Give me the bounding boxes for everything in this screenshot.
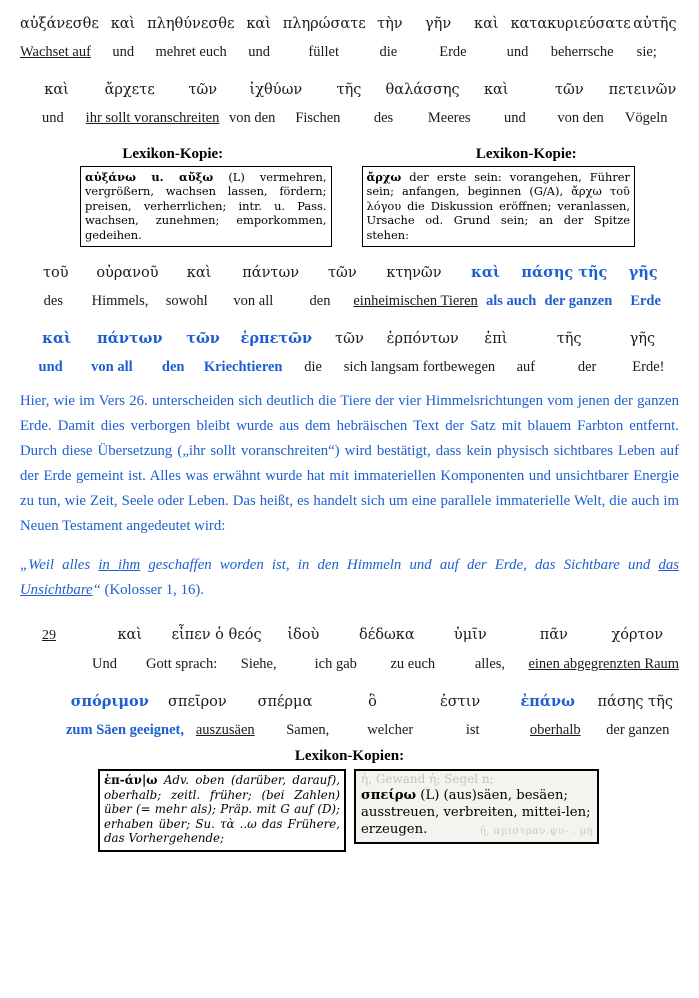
greek-word: πάσης τῆς: [521, 264, 608, 282]
greek-word: πληθύνεσθε: [147, 16, 235, 32]
german-word: von den: [229, 110, 276, 126]
greek-word: καὶ: [44, 82, 69, 98]
lexikon-headings-row: [20, 140, 679, 166]
greek-word: καὶ: [117, 627, 143, 644]
interlinear-row-german: [20, 720, 679, 740]
greek-word: γῆς: [628, 264, 658, 282]
interlinear-row-greek: [20, 329, 679, 349]
bible-quote: [20, 553, 679, 603]
lexikon-kopien-label: Lexikon-Kopien:: [294, 748, 405, 765]
greek-word: αὐτῆς: [633, 16, 677, 32]
lexicon-headword: σπείρω: [361, 788, 417, 804]
lexicon-headword: ἄρχω: [366, 170, 402, 184]
greek-word: καὶ: [474, 16, 499, 32]
german-word: Und: [92, 656, 118, 673]
greek-word: θαλάσσης: [385, 82, 460, 98]
greek-word: ἄρχετε: [104, 82, 155, 98]
german-word: sowohl: [165, 293, 208, 310]
greek-word: τῶν: [186, 330, 220, 348]
lexikon-boxes-bottom: [20, 769, 679, 852]
greek-word: τῶν: [554, 82, 584, 98]
greek-word: ὑμῖν: [453, 627, 487, 644]
quote-reference: (Kolosser 1, 16).: [104, 582, 204, 599]
german-word: Wachset auf: [20, 44, 91, 60]
german-word: Erde: [630, 293, 661, 310]
quote-part-2: geschaffen worden ist, in den Himmeln und auf der Erde, das Sichtbare und: [140, 557, 659, 574]
german-word: des: [43, 293, 63, 310]
german-word: einen abgegrenzten Raum: [528, 656, 680, 673]
greek-word: καὶ: [110, 16, 136, 32]
german-word: die: [379, 44, 398, 60]
lexicon-entry-epano: [98, 769, 346, 852]
german-word: welcher: [367, 722, 414, 739]
quote-part-1: „Weil alles: [20, 557, 99, 574]
greek-word: ἰδοὺ: [287, 627, 320, 644]
greek-word: δέδωκα: [358, 627, 415, 644]
german-word: der ganzen: [606, 722, 670, 739]
greek-word: ἐστιν: [440, 694, 481, 711]
lexicon-body: Adv. oben (darüber, darauf), oberhalb; zeitl. früher; (bei Zahlen) über (= mehr als); Präp. mit G auf (D); erhaben über; Su. τὰ ..ω das Frühere, das Vorhergehende;: [104, 773, 340, 846]
greek-word: χόρτον: [611, 627, 664, 644]
greek-word: γῆν: [425, 16, 452, 32]
verse-number: 29: [42, 628, 56, 644]
document-page: [0, 14, 699, 998]
greek-word: πετεινῶν: [608, 82, 677, 98]
german-word: sich langsam fortbewegen: [343, 359, 496, 376]
german-word: und: [248, 44, 270, 60]
german-word: oberhalb: [529, 722, 581, 739]
quote-das: das: [658, 557, 679, 574]
german-word: der: [577, 359, 597, 376]
german-word: einheimischen Tieren: [353, 293, 478, 310]
greek-word: ἐπὶ: [484, 331, 508, 348]
greek-word: τῶν: [327, 265, 357, 282]
german-word: ist: [465, 722, 480, 739]
german-word: und: [112, 44, 135, 60]
commentary-paragraph: Hier, wie im Vers 26. unterscheiden sich deutlich die Tiere der vier Himmelsrichtungen vom jenen der ganzen Erde. Damit dies verborgen bleibt wurde aus dem hebräischen Text der Satz mit blauem Farbton entfernt. Durch diese Übersetzung („ihr sollt voranschreiten“) wird bestätigt, dass kein physisch sichtbares Leben auf der Erde gemeint ist. Alles was erwähnt wurde hat mit immateriellen Komponenten und unsichtbarer Energie zu tun, wie Zeit, Seele oder Leben. Das heißt, es handelt sich um eine parallele immaterielle Welt, die auch im Neuen Testament angedeutet wird:: [20, 393, 679, 535]
lexicon-entry-speiro: [354, 769, 599, 844]
greek-word: καὶ: [42, 330, 72, 348]
german-word: die: [304, 359, 322, 376]
german-word: sie;: [636, 44, 657, 60]
quote-unsichtbare: Unsichtbare: [20, 582, 93, 599]
greek-word: τοῦ: [43, 265, 69, 282]
greek-word: τῆς: [336, 82, 362, 98]
german-word: Samen,: [286, 722, 330, 739]
german-word: des: [373, 110, 394, 126]
interlinear-block-3: [0, 625, 699, 740]
greek-word: ἰχθύων: [249, 82, 303, 98]
german-word: und: [506, 44, 529, 60]
interlinear-row-german: [20, 654, 679, 674]
scan-artifact-top-text: ἡ, Gewand ἡ; Segel n;: [361, 773, 494, 787]
lexikon-kopie-label: Lexikon-Kopie:: [475, 146, 577, 162]
interlinear-row-german: [20, 108, 679, 128]
scan-artifact-bottom-text: ἡ, αμιστραν.ψυ- . μη: [479, 826, 593, 838]
greek-word: τὴν: [377, 16, 403, 32]
greek-word: τῶν: [188, 82, 218, 98]
lexicon-entry-auxano: [80, 166, 332, 247]
german-word: alles,: [474, 656, 506, 673]
greek-word: ἑρπόντων: [386, 331, 459, 348]
interlinear-row-german: [20, 42, 679, 62]
greek-word: εἶπεν ὁ θεός: [171, 627, 262, 644]
greek-word: καὶ: [471, 264, 501, 282]
greek-word: σπόριμον: [70, 693, 149, 711]
german-word: auf: [516, 359, 536, 376]
interlinear-row-greek: [20, 692, 679, 712]
german-word: und: [41, 110, 64, 126]
greek-word: οὐρανοῦ: [96, 265, 159, 282]
greek-word: καὶ: [246, 16, 271, 32]
german-word: von all: [233, 293, 274, 310]
greek-word: πάσης τῆς: [597, 694, 673, 711]
german-word: und: [38, 359, 63, 376]
german-word: Fischen: [295, 110, 341, 126]
lexicon-body: der erste sein: vorangehen, Führer sein; anfangen, beginnen (G/A), ἄρχω τοῦ λόγου die Diskussion eröffnen; veranlassen, Ursache od. Grund sein; an der Spitze stehen:: [366, 170, 630, 242]
german-word: der ganzen: [544, 293, 613, 310]
interlinear-row-greek: [20, 625, 679, 646]
greek-word: πάντων: [242, 265, 300, 282]
german-word: als auch: [485, 293, 537, 310]
lexikon-kopie-label: Lexikon-Kopie:: [122, 146, 224, 162]
greek-word: αὐξάνεσθε: [20, 16, 99, 32]
interlinear-block-2: [0, 263, 699, 377]
german-word: zum Säen geeignet,: [66, 722, 184, 739]
greek-word: πάντων: [97, 330, 163, 348]
quote-part-3: “: [92, 582, 105, 599]
greek-word: γῆς: [629, 331, 656, 348]
lexikon-boxes-top: [20, 166, 679, 247]
lexicon-headword: ἐπ-άν|ω: [104, 773, 158, 788]
greek-word: κτηνῶν: [386, 265, 442, 282]
german-word: Kriechtieren: [203, 359, 283, 376]
german-word: von all: [91, 359, 133, 376]
german-word: Vögeln: [624, 110, 668, 126]
german-word: beherrsche: [550, 44, 614, 60]
lexicon-entry-archo: [362, 166, 636, 247]
german-word: Gott sprach:: [145, 656, 218, 673]
german-word: ihr sollt voranschreiten: [85, 110, 220, 126]
interlinear-row-german: [20, 357, 679, 377]
lexicon-body: (L) vermehren, vergrößern, wachsen lassen, fördern; preisen, verherrlichen; intr. u. Pass. wachsen, zunehmen; emporkommen, gedeihen.: [85, 170, 327, 242]
german-word: Siehe,: [240, 656, 277, 673]
interlinear-row-greek: [20, 263, 679, 283]
german-word: ich gab: [314, 656, 357, 673]
interlinear-block-1: [0, 14, 699, 128]
lexicon-headword: αὐξάνω u. αὔξω: [85, 170, 214, 184]
greek-word: πᾶν: [539, 627, 568, 644]
interlinear-row-german: [20, 291, 679, 311]
greek-word: ὃ: [368, 694, 377, 711]
greek-word: σπεῖρον: [168, 694, 227, 711]
german-word: auszusäen: [195, 722, 255, 739]
greek-word: τῆς: [556, 331, 582, 348]
quote-emphasis-in-ihm: in ihm: [98, 557, 141, 574]
greek-word: ἑρπετῶν: [240, 330, 313, 348]
german-word: von den: [557, 110, 604, 126]
greek-word: καὶ: [483, 82, 509, 98]
german-word: zu euch: [390, 656, 436, 673]
greek-word: πληρώσατε: [282, 16, 366, 32]
german-word: Meeres: [427, 110, 471, 126]
lexicon-body: (L) (aus)säen, besäen; ausstreuen, verbreiten, mittei-len; erzeugen.: [361, 788, 591, 838]
greek-word: ἐπάνω: [520, 693, 575, 711]
interlinear-row-greek: [20, 80, 679, 100]
greek-word: κατακυριεύσατε: [510, 16, 631, 32]
german-word: mehret euch: [155, 44, 227, 60]
interlinear-row-greek: [20, 14, 679, 34]
german-word: und: [504, 110, 526, 126]
german-word: Erde: [439, 44, 467, 60]
greek-word: καὶ: [186, 265, 212, 282]
german-word: den: [161, 359, 185, 376]
german-word: füllet: [308, 44, 339, 60]
german-word: Himmels,: [91, 293, 149, 310]
german-word: den: [309, 293, 331, 310]
greek-word: τῶν: [335, 331, 364, 348]
german-word: Erde!: [632, 359, 665, 376]
greek-word: σπέρμα: [257, 694, 313, 711]
